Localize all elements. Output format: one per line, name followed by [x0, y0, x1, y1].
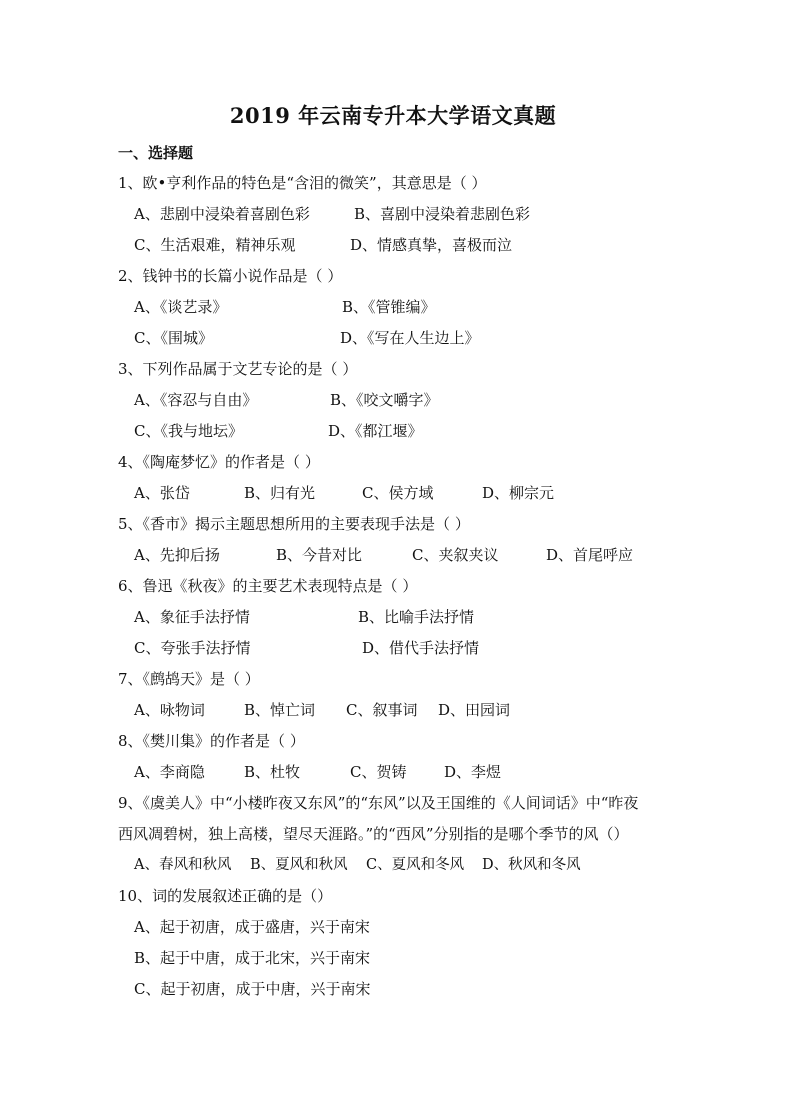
option-c: C、夹叙夹议	[412, 546, 499, 564]
question-9: 9、《虞美人》中“小楼昨夜又东风”的“东风”以及王国维的《人间词话》中“昨夜	[118, 794, 639, 812]
option-a: A、悲剧中浸染着喜剧色彩	[134, 205, 310, 223]
option-b: B、《管锥编》	[342, 298, 436, 316]
option-c: C、起于初唐，成于中唐，兴于南宋	[134, 980, 371, 998]
question-9-continued: 西风凋碧树，独上高楼，望尽天涯路。”的“西风”分别指的是哪个季节的风（）	[118, 825, 629, 843]
option-c: C、《我与地坛》	[134, 422, 243, 440]
question-8: 8、《樊川集》的作者是（ ）	[118, 732, 305, 750]
option-d: D、秋风和冬风	[482, 857, 581, 873]
option-c: C、生活艰难，精神乐观	[134, 236, 296, 254]
option-d: D、《写在人生边上》	[340, 329, 480, 347]
option-d: D、《都江堰》	[328, 422, 423, 440]
question-1: 1、欧•亨利作品的特色是“含泪的微笑”，其意思是（ ）	[118, 174, 487, 192]
option-a: A、咏物词	[134, 701, 205, 719]
option-b: B、归有光	[244, 484, 316, 502]
question-2: 2、钱钟书的长篇小说作品是（ ）	[118, 267, 343, 285]
option-c: C、叙事词	[346, 701, 418, 719]
option-b: B、夏风和秋风	[250, 857, 348, 873]
option-d: D、柳宗元	[482, 484, 555, 502]
option-d: D、李煜	[444, 763, 502, 781]
option-a: A、张岱	[134, 484, 190, 502]
question-7: 7、《鹧鸪天》是（ ）	[118, 670, 260, 688]
option-a: A、象征手法抒情	[134, 608, 250, 626]
option-b: B、杜牧	[244, 763, 301, 781]
option-b: B、起于中唐，成于北宋，兴于南宋	[134, 949, 371, 967]
option-a: A、《容忍与自由》	[134, 391, 258, 409]
option-c: C、《围城》	[134, 329, 213, 347]
option-b: B、喜剧中浸染着悲剧色彩	[354, 205, 531, 223]
option-d: D、田园词	[438, 701, 511, 719]
option-b: B、《咬文嚼字》	[330, 391, 439, 409]
option-b: B、悼亡词	[244, 701, 316, 719]
page-title: 2019 年云南专升本大学语文真题	[229, 103, 557, 128]
option-a: A、《谈艺录》	[134, 298, 228, 316]
option-c: C、夸张手法抒情	[134, 639, 251, 657]
option-a: A、先抑后扬	[134, 546, 220, 564]
option-a: A、春风和秋风	[134, 857, 232, 873]
option-b: B、比喻手法抒情	[358, 608, 475, 626]
option-a: A、起于初唐，成于盛唐，兴于南宋	[134, 918, 370, 936]
option-c: C、贺铸	[350, 763, 407, 781]
option-d: D、情感真挚，喜极而泣	[350, 236, 513, 254]
question-4: 4、《陶庵梦忆》的作者是（ ）	[118, 453, 320, 471]
option-d: D、首尾呼应	[546, 546, 634, 564]
section-heading: 一、选择题	[118, 144, 194, 162]
option-c: C、侯方域	[362, 484, 434, 502]
option-c: C、夏风和冬风	[366, 857, 465, 873]
option-d: D、借代手法抒情	[362, 639, 480, 657]
option-b: B、今昔对比	[276, 546, 363, 564]
question-3: 3、下列作品属于文艺专论的是（ ）	[118, 360, 358, 378]
option-a: A、李商隐	[134, 763, 205, 781]
question-10: 10、词的发展叙述正确的是（）	[118, 887, 333, 905]
question-5: 5、《香市》揭示主题思想所用的主要表现手法是（ ）	[118, 515, 470, 533]
question-6: 6、鲁迅《秋夜》的主要艺术表现特点是（ ）	[118, 577, 418, 595]
